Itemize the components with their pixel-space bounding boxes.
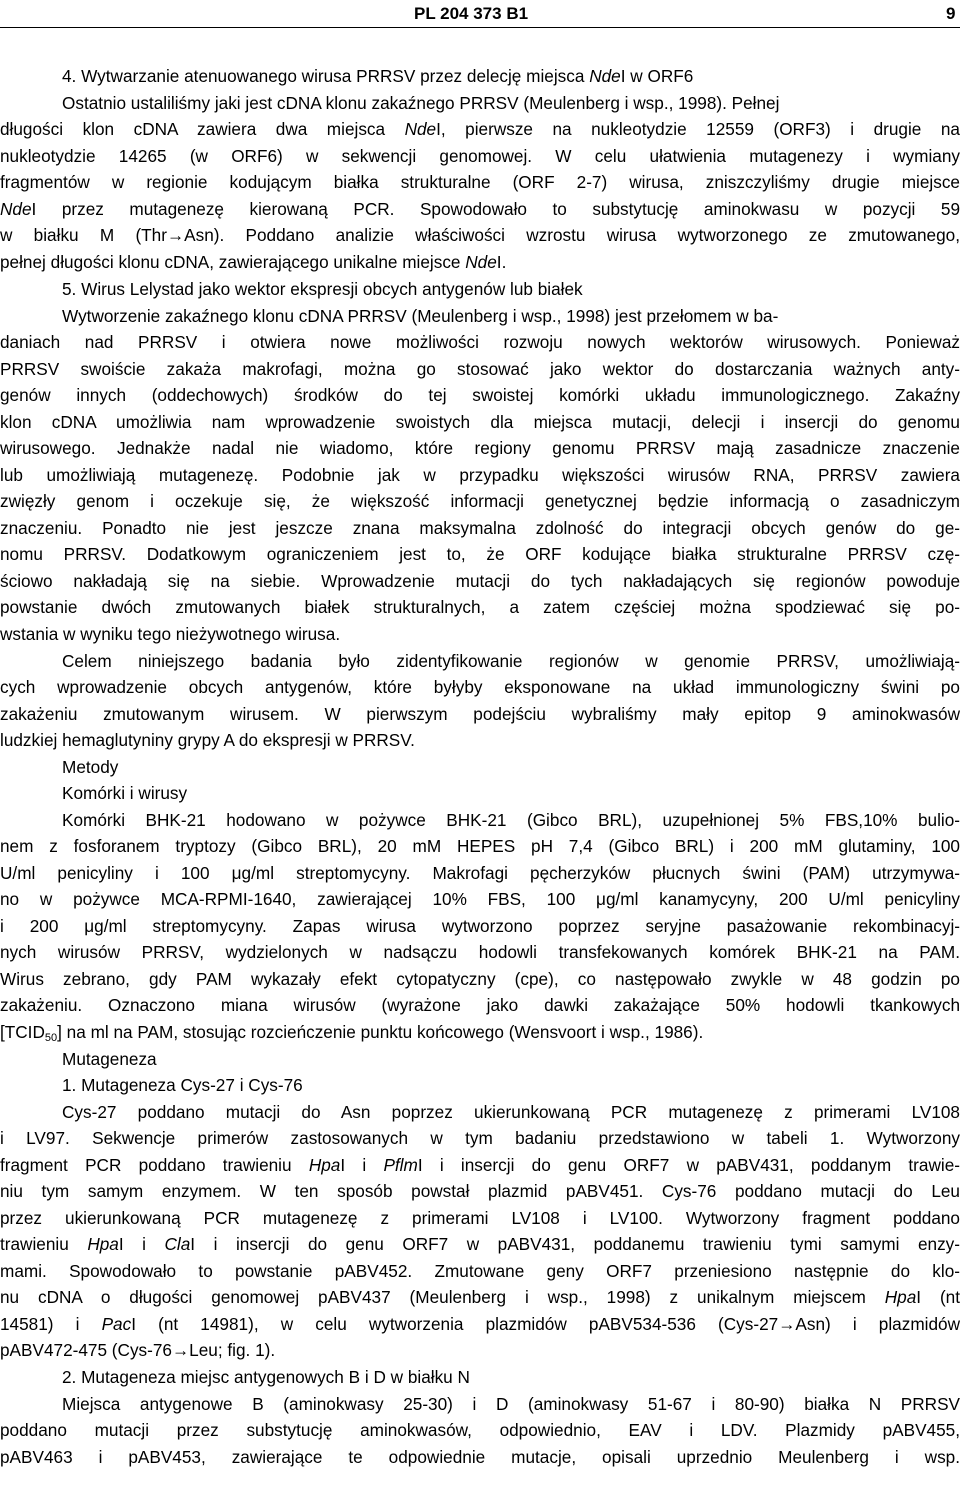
text-line: [0, 1205, 960, 1231]
text-span: pełnej długości klonu cDNA, zawierającego unikalne miejsce: [0, 252, 466, 272]
text-span: Wirus zebrano, gdy PAM wykazały efekt cytopatyczny (cpe), co następowało zwykle w 48 godzin po: [0, 969, 960, 989]
text-span: 5. Wirus Lelystad jako wektor ekspresji obcych antygenów lub białek: [62, 279, 583, 299]
text-span: ludzkiej hemaglutyniny grypy A do ekspresji w PRRSV.: [0, 730, 415, 750]
text-span: Celem niniejszego badania było zidentyfikowanie regionów w genomie PRRSV, umożliwiają-: [62, 651, 960, 671]
text-line: [0, 1019, 960, 1045]
text-line: [0, 488, 960, 514]
text-line: [62, 807, 960, 833]
text-span: Cys-27 poddano mutacji do Asn poprzez ukierunkowaną PCR mutagenezę z primerami LV108: [62, 1102, 960, 1122]
text-span: 14581) i: [0, 1314, 102, 1334]
text-line: [62, 1072, 960, 1098]
text-span: klon cDNA umożliwia nam wprowadzenie swoistych dla miejsca mutacji, delecji i insercji do genomu: [0, 412, 960, 432]
page-number: 9: [946, 4, 956, 23]
text-span: PRRSV swoiście zakaża makrofagi, można go stosować jako wektor do dostarczania ważnych anty-: [0, 359, 960, 379]
text-line: [62, 90, 960, 116]
text-line: [0, 1178, 960, 1204]
text-line: [0, 966, 960, 992]
text-span: I, pierwsze na nukleotydzie 12559 (ORF3) i drugie na: [436, 119, 960, 139]
text-span: fragmentów w regionie kodującym białka strukturalne (ORF 2-7) wirusa, zniszczyliśmy drugie miejsce: [0, 172, 960, 192]
text-span: 1. Mutageneza Cys-27 i Cys-76: [62, 1075, 303, 1095]
text-span: genów innych (oddechowych) środków do tej swoistej komórki układu immunologicznego. Zakaźny: [0, 385, 960, 405]
text-line: [62, 780, 960, 806]
text-span: nych wirusów PRRSV, wydzielonych w nadsączu hodowli transfekowanych komórek BHK-21 na PAM.: [0, 942, 960, 962]
text-span: I i: [118, 1234, 165, 1254]
text-span: ściowo nakładają się na siebie. Wprowadzenie mutacji do tych nakładających się regionów powoduje: [0, 571, 960, 591]
text-line: [62, 1364, 960, 1390]
text-line: [0, 409, 960, 435]
text-span: I przez mutagenezę kierowaną PCR. Spowodowało to substytucję aminokwasu w pozycji 59: [31, 199, 960, 219]
text-span: [TCID: [0, 1022, 45, 1042]
text-span: no w pożywce MCA-RPMI-1640, zawierającej 10% FBS, 100 μg/ml kanamycyny, 200 U/ml penicyliny: [0, 889, 960, 909]
text-span: przez ukierunkowaną PCR mutagenezę z primerami LV108 i LV100. Wytworzony fragment poddano: [0, 1208, 960, 1228]
text-span: powstanie dwóch zmutowanych białek strukturalnych, a zatem częściej można spodziewać się po-: [0, 597, 960, 617]
text-line: [0, 727, 960, 753]
text-span: daniach nad PRRSV i otwiera nowe możliwości rozwoju nowych wektorów wirusowych. Ponieważ: [0, 332, 960, 352]
text-line: [0, 1311, 960, 1337]
italic-text: Pac: [101, 1314, 132, 1334]
text-span: pABV463 i pABV453, zawierające te odpowiednie mutacje, opisali uprzednio Meulenberg i wsp.: [0, 1447, 960, 1467]
text-line: [0, 196, 960, 222]
italic-text: Nde: [0, 199, 32, 219]
text-line: [0, 1417, 960, 1443]
text-line: [0, 594, 960, 620]
text-line: [0, 249, 960, 275]
text-line: [0, 1284, 960, 1310]
text-line: [0, 382, 960, 408]
text-span: niu tym samym enzymem. W ten sposób powstał plazmid pABV451. Cys-76 poddano mutacji do Leu: [0, 1181, 960, 1201]
text-span: fragment PCR poddano trawieniu: [0, 1155, 309, 1175]
text-span: zakażeniu zmutowanym wirusem. W pierwszym podejściu wybraliśmy mały epitop 9 aminokwasów: [0, 704, 960, 724]
italic-text: Hpa: [884, 1287, 917, 1307]
text-line: [0, 116, 960, 142]
text-span: nu cDNA o długości genomowej pABV437 (Meulenberg i wsp., 1998) z unikalnym miejscem: [0, 1287, 885, 1307]
text-span: Komórki i wirusy: [62, 783, 188, 803]
text-line: [0, 541, 960, 567]
text-line: [62, 1099, 960, 1125]
text-span: cych wprowadzenie obcych antygenów, które byłyby eksponowane na układ immunologiczny świni po: [0, 677, 960, 697]
text-span: ] na ml na PAM, stosując rozcieńczenie punktu końcowego (Wensvoort i wsp., 1986).: [57, 1022, 704, 1042]
text-span: I i: [340, 1155, 384, 1175]
text-line: [62, 303, 960, 329]
patent-number: PL 204 373 B1: [414, 4, 529, 23]
text-span: wirusowego. Jednakże nadal nie wiadomo, które regiony genomu PRRSV mają zasadnicze znaczenie: [0, 438, 960, 458]
italic-text: Hpa: [308, 1155, 341, 1175]
text-line: [0, 992, 960, 1018]
text-line: [0, 1337, 960, 1363]
text-line: [0, 143, 960, 169]
text-line: [0, 1231, 960, 1257]
text-line: [0, 1152, 960, 1178]
text-line: [0, 833, 960, 859]
text-span: Mutageneza: [62, 1049, 157, 1069]
text-span: pABV472-475 (Cys-76→Leu; fig. 1).: [0, 1340, 276, 1360]
text-line: [0, 222, 960, 248]
text-span: wstania w wyniku tego nieżywotnego wirusa.: [0, 624, 341, 644]
text-span: Ostatnio ustaliliśmy jaki jest cDNA klonu zakaźnego PRRSV (Meulenberg i wsp., 1998). Pełnej: [62, 93, 780, 113]
text-line: [62, 276, 960, 302]
text-line: [62, 1391, 960, 1417]
italic-text: Nde: [465, 252, 497, 272]
text-line: [0, 329, 960, 355]
text-span: lub umożliwiają mutagenezę. Podobnie jak w przypadku większości wirusów RNA, PRRSV zawiera: [0, 465, 960, 485]
text-span: nem z fosforanem tryptozy (Gibco BRL), 20 mM HEPES pH 7,4 (Gibco BRL) i 200 mM glutaminy, 100: [0, 836, 960, 856]
text-span: poddano mutacji przez substytucję aminokwasów, odpowiednio, EAV i LDV. Plazmidy pABV455,: [0, 1420, 960, 1440]
italic-text: Nde: [404, 119, 437, 139]
header-rule: [0, 27, 960, 28]
text-line: [62, 754, 960, 780]
italic-text: Nde: [589, 66, 621, 86]
text-span: w białku M (Thr→Asn). Poddano analizie właściwości wzrostu wirusa wytworzonego ze zmutowanego,: [0, 225, 960, 245]
text-span: I (nt: [916, 1287, 960, 1307]
text-span: Metody: [62, 757, 119, 777]
text-span: I.: [496, 252, 507, 272]
text-line: [0, 435, 960, 461]
text-span: Miejsca antygenowe B (aminokwasy 25-30) i D (aminokwasy 51-67 i 80-90) białka N PRRSV: [62, 1394, 960, 1414]
italic-text: Hpa: [87, 1234, 119, 1254]
text-line: [0, 568, 960, 594]
italic-text: Pflm: [383, 1155, 418, 1175]
text-span: Wytworzenie zakaźnego klonu cDNA PRRSV (Meulenberg i wsp., 1998) jest przełomem w ba-: [62, 306, 779, 326]
text-line: [0, 169, 960, 195]
text-line: [0, 886, 960, 912]
text-span: zakażeniu. Oznaczono miana wirusów (wyrażone jako dawki zakażające 50% hodowli tkankowych: [0, 995, 960, 1015]
text-span: U/ml penicyliny i 100 μg/ml streptomycyny. Makrofagi pęcherzyków płucnych świni (PAM) utrzymywa-: [0, 863, 960, 883]
text-line: [0, 1444, 960, 1470]
text-span: długości klon cDNA zawiera dwa miejsca: [0, 119, 405, 139]
text-line: [0, 515, 960, 541]
text-line: [0, 860, 960, 886]
text-line: [62, 63, 960, 89]
text-span: I (nt 14981), w celu wytworzenia plazmidów pABV534-536 (Cys-27→Asn) i plazmidów: [131, 1314, 960, 1334]
text-line: [0, 701, 960, 727]
page-header: [0, 0, 960, 28]
subscript-text: 50: [44, 1032, 58, 1044]
text-span: I i insercji do genu ORF7 w pABV431, poddanemu trawieniu tymi samymi enzy-: [190, 1234, 960, 1254]
italic-text: Cla: [164, 1234, 191, 1254]
text-span: i LV97. Sekwencje primerów zastosowanych w tym badaniu przedstawiono w tabeli 1. Wytworzony: [0, 1128, 960, 1148]
text-span: I i insercji do genu ORF7 w pABV431, poddanym trawie-: [417, 1155, 960, 1175]
text-span: nukleotydzie 14265 (w ORF6) w sekwencji genomowej. W celu ułatwienia mutagenezy i wymiany: [0, 146, 960, 166]
text-line: [0, 1258, 960, 1284]
text-line: [0, 913, 960, 939]
text-span: znaczeniu. Ponadto nie jest jeszcze znana maksymalna zdolność do integracji obcych genów do ge-: [0, 518, 960, 538]
text-span: zwięzły genom i oczekuje się, że większość informacji genetycznej będzie informacją o zasadniczym: [0, 491, 960, 511]
text-line: [0, 462, 960, 488]
text-line: [0, 356, 960, 382]
text-line: [62, 648, 960, 674]
text-line: [0, 621, 960, 647]
text-line: [0, 1125, 960, 1151]
text-span: Komórki BHK-21 hodowano w pożywce BHK-21 (Gibco BRL), uzupełnionej 5% FBS,10% bulio-: [62, 810, 960, 830]
text-line: [62, 1046, 960, 1072]
text-span: 2. Mutageneza miejsc antygenowych B i D w białku N: [62, 1367, 470, 1387]
text-span: trawieniu: [0, 1234, 88, 1254]
text-span: nomu PRRSV. Dodatkowym ograniczeniem jest to, że ORF kodujące białka strukturalne PRRSV czę-: [0, 544, 960, 564]
text-line: [0, 674, 960, 700]
text-span: 4. Wytwarzanie atenuowanego wirusa PRRSV przez delecję miejsca: [62, 66, 590, 86]
text-span: I w ORF6: [620, 66, 694, 86]
text-span: mami. Spowodowało to powstanie pABV452. Zmutowane geny ORF7 przeniesiono następnie do klo-: [0, 1261, 960, 1281]
text-line: [0, 939, 960, 965]
text-span: i 200 μg/ml streptomycyny. Zapas wirusa wytworzono poprzez seryjne pasażowanie rekombinacyj-: [0, 916, 960, 936]
